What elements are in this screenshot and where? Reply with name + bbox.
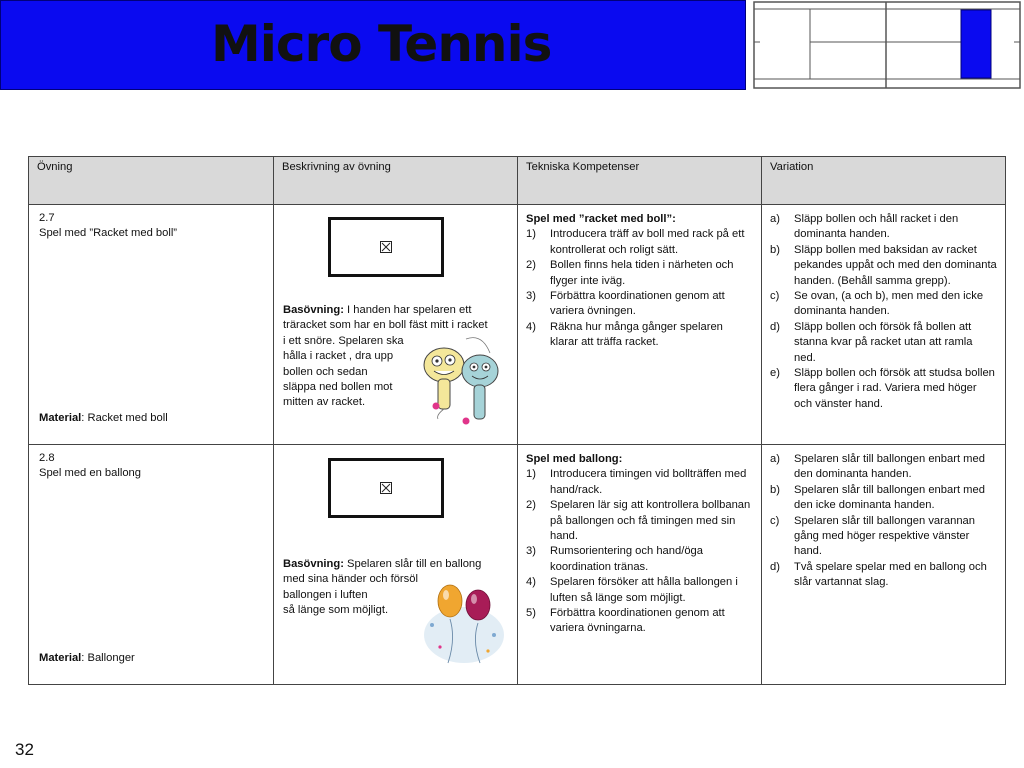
material-label: Material: [39, 651, 82, 664]
list-item: e) Släpp bollen och försök att studsa bollen flera gånger i rad. Variera med höger och vänster hand.: [770, 367, 995, 410]
list-item: 4) Räkna hur många gånger spelaren klarar att träffa racket.: [526, 320, 723, 349]
placeholder-frame-icon: [328, 217, 444, 277]
table-header-row: [29, 157, 1006, 205]
list-item: c) Se ovan, (a och b), men med den icke dominanta handen.: [770, 290, 984, 318]
exercise-number: 2.8: [39, 452, 55, 464]
list-item: 3) Rumsorientering och hand/öga koordination tränas.: [526, 545, 703, 573]
page-title: Micro Tennis: [211, 15, 552, 73]
header-beskrivning: Beskrivning av övning: [274, 157, 518, 205]
desc-label: Basövning:: [283, 558, 344, 570]
racket-toy-icon: [416, 333, 512, 429]
desc-line: i ett snöre. Spelaren ska: [283, 334, 404, 347]
desc-line: bollen och sedan: [283, 365, 368, 378]
variation-list: [770, 212, 997, 412]
desc-line: släppa ned bollen mot: [283, 381, 393, 394]
technique-title: Spel med ”racket med boll”:: [526, 213, 676, 225]
material: [39, 411, 168, 426]
balloons-icon: [420, 575, 510, 667]
technique-cell: [518, 205, 762, 445]
desc-line: hålla i racket , dra upp: [283, 350, 394, 363]
technique-cell: [518, 445, 762, 685]
desc-line: Spelaren slår till en ballong: [343, 558, 482, 570]
list-item: a) Spelaren slår till ballongen enbart med den dominanta handen.: [770, 453, 985, 481]
technique-list: [526, 467, 753, 636]
exercise-name: Spel med ”Racket med boll”: [39, 227, 178, 240]
title-banner: [0, 0, 746, 90]
list-item: 4) Spelaren försöker att hålla ballongen i luften så länge som möjligt.: [526, 576, 738, 604]
list-item: a) Släpp bollen och håll racket i den dominanta handen.: [770, 213, 959, 241]
desc-line: så länge som möjligt.: [283, 604, 389, 617]
list-item: 2) Bollen finns hela tiden i närheten och flyger inte iväg.: [526, 259, 734, 287]
material-value: : Racket med boll: [81, 411, 168, 424]
desc-line: med sina händer och försöl: [283, 573, 418, 586]
list-item: d) Två spelare spelar med en ballong och slår vartannat slag.: [770, 560, 987, 589]
list-item: 2) Spelaren lär sig att kontrollera bollbanan på ballongen och få timingen med sin hand.: [526, 499, 751, 543]
exercise-cell: [29, 445, 274, 685]
page-number: 32: [15, 740, 34, 759]
list-item: c) Spelaren slår till ballongen varannan gång med höger respektive vänster hand.: [770, 514, 975, 558]
description-cell: [274, 445, 518, 685]
header-variation: Variation: [762, 157, 1006, 205]
material-label: Material: [39, 411, 82, 424]
list-item: d) Släpp bollen och försök få bollen att stanna kvar på racket utan att ramla ned.: [770, 320, 973, 364]
material-value: : Ballonger: [81, 651, 135, 664]
list-item: b) Släpp bollen med baksidan av racket pekandes uppåt och med den dominanta handen. (Behåll samma grepp).: [770, 243, 997, 287]
desc-line: mitten av racket.: [283, 396, 366, 409]
variation-cell: [762, 205, 1006, 445]
exercise-table: [28, 156, 1006, 685]
list-item: 1) Introducera timingen vid bollträffen med hand/rack.: [526, 468, 747, 496]
desc-line: träracket som har en boll fäst mitt i racket: [283, 319, 488, 332]
table-row: [29, 445, 1006, 685]
header-ovning: Övning: [29, 157, 274, 205]
technique-list: [526, 227, 753, 350]
placeholder-frame-icon: [328, 458, 444, 518]
exercise-number: 2.7: [39, 212, 55, 224]
desc-line: ballongen i luften: [283, 588, 368, 601]
list-item: 5) Förbättra koordinationen genom att variera övningarna.: [526, 607, 725, 635]
variation-list: [770, 452, 997, 591]
exercise-cell: [29, 205, 274, 445]
desc-label: Basövning:: [283, 304, 344, 316]
exercise-name: Spel med en ballong: [39, 467, 142, 480]
list-item: 3) Förbättra koordinationen genom att variera övningen.: [526, 290, 725, 318]
header-tekniska: Tekniska Kompetenser: [518, 157, 762, 205]
material: [39, 651, 135, 666]
variation-cell: [762, 445, 1006, 685]
court-diagram-icon: [752, 0, 1022, 90]
list-item: 1) Introducera träff av boll med rack på ett kontrollerat och roligt sätt.: [526, 228, 745, 256]
description-cell: [274, 205, 518, 445]
list-item: b) Spelaren slår till ballongen enbart med den icke dominanta handen.: [770, 483, 985, 512]
technique-title: Spel med ballong:: [526, 453, 623, 465]
table-row: [29, 205, 1006, 445]
desc-line: I handen har spelaren ett: [343, 304, 472, 316]
